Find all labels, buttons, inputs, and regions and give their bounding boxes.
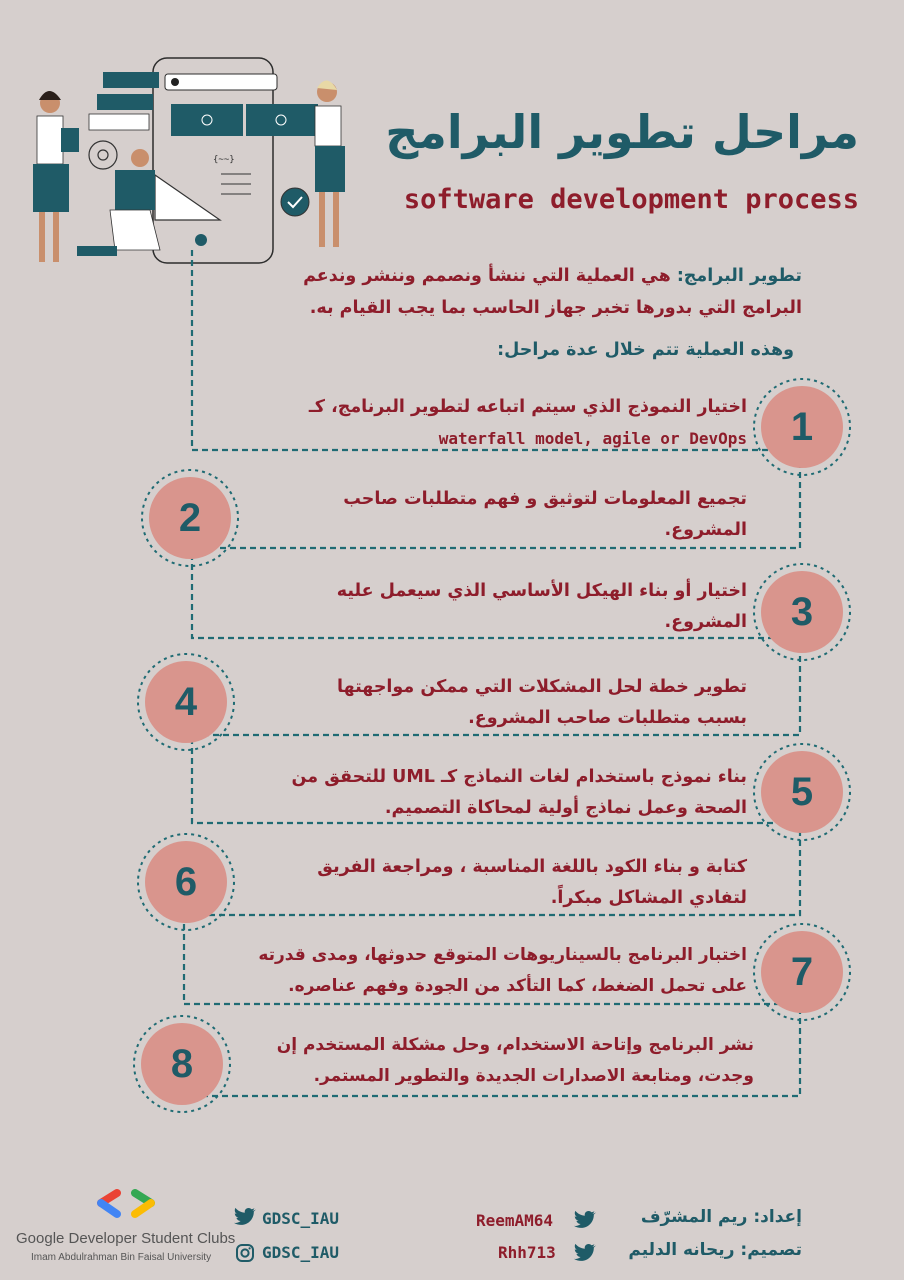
step-1-badge: 1	[761, 386, 843, 468]
step-1-text	[227, 392, 747, 454]
twitter-icon	[232, 1207, 256, 1227]
twitter-icon	[572, 1210, 596, 1230]
instagram-icon	[235, 1243, 255, 1263]
step-1-line-2: waterfall model, agile or DevOps	[438, 429, 747, 448]
step-3-text	[207, 576, 747, 638]
designed-by-handle[interactable]: Rhh713	[498, 1243, 556, 1262]
step-7-text	[187, 940, 747, 1002]
step-8-line-2: وجدت، ومتابعة الاصدارات الجديدة والتطوير المستمر.	[313, 1066, 754, 1086]
page-title: مراحل تطوير البرامج	[385, 105, 859, 159]
step-5-badge: 5	[761, 751, 843, 833]
step-2-line-2: المشروع.	[664, 520, 747, 540]
step-2-badge: 2	[149, 477, 231, 559]
step-8-line-1: نشر البرنامج وإتاحة الاستخدام، وحل مشكلة المستخدم إن	[276, 1035, 754, 1055]
step-8-badge: 8	[141, 1023, 223, 1105]
twitter-handle[interactable]: GDSC_IAU	[262, 1209, 340, 1228]
prepared-by-handle[interactable]: ReemAM64	[476, 1211, 554, 1230]
twitter-icon	[572, 1243, 596, 1263]
stages-intro: وهذه العملية تتم خلال عدة مراحل:	[497, 340, 794, 360]
designed-by-label: تصميم: ريحانه الدليم	[628, 1240, 802, 1260]
org-name: Google Developer Student Clubs	[16, 1230, 236, 1247]
step-5-text	[207, 762, 747, 824]
step-2-line-1: تجميع المعلومات لتوثيق و فهم متطلبات صاحب	[343, 489, 747, 509]
step-4-line-1: تطوير خطة لحل المشكلات التي ممكن مواجهتها	[337, 677, 747, 697]
step-6-line-2: لتفادي المشاكل مبكراً.	[550, 888, 747, 908]
step-6-badge: 6	[145, 841, 227, 923]
step-3-line-1: اختيار أو بناء الهيكل الأساسي الذي سيعمل عليه	[336, 581, 747, 601]
step-7-line-1: اختبار البرنامج بالسيناريوهات المتوقع حدوثها، ومدى قدرته	[258, 945, 747, 965]
step-8-text	[214, 1030, 754, 1092]
step-7-line-2: على تحمل الضغط، كما التأكد من الجودة وفهم عناصره.	[288, 976, 747, 996]
step-2-text	[247, 484, 747, 546]
intro-body: هي العملية التي ننشأ ونصمم وننشر وندعم البرامج التي بدورها تخبر جهاز الحاسب بما يجب القيام به.	[303, 266, 802, 318]
step-6-line-1: كتابة و بناء الكود باللغة المناسبة ، ومراجعة الفريق	[317, 857, 747, 877]
step-4-line-2: بسبب متطلبات صاحب المشروع.	[468, 708, 747, 728]
step-4-badge: 4	[145, 661, 227, 743]
prepared-by-label: إعداد: ريم المشرّف	[640, 1207, 802, 1227]
svg-text:{~~}: {~~}	[213, 155, 235, 165]
instagram-handle[interactable]: GDSC_IAU	[262, 1243, 340, 1262]
gdsc-logo-icon	[95, 1188, 157, 1220]
step-7-badge: 7	[761, 931, 843, 1013]
university-name: Imam Abdulrahman Bin Faisal University	[31, 1252, 212, 1263]
step-5-line-1: بناء نموذج باستخدام لغات النماذج كـ UML للتحقق من	[291, 767, 747, 787]
step-3-badge: 3	[761, 571, 843, 653]
intro-lead: تطوير البرامج:	[676, 266, 802, 286]
step-5-line-2: الصحة وعمل نماذج أولية لمحاكاة التصميم.	[384, 798, 747, 818]
step-1-line-1: اختيار النموذج الذي سيتم اتباعه لتطوير البرنامج، كـ	[308, 397, 747, 417]
step-3-line-2: المشروع.	[664, 612, 747, 632]
step-4-text	[247, 672, 747, 734]
step-6-text	[227, 852, 747, 914]
page-subtitle: software development process	[403, 184, 859, 215]
